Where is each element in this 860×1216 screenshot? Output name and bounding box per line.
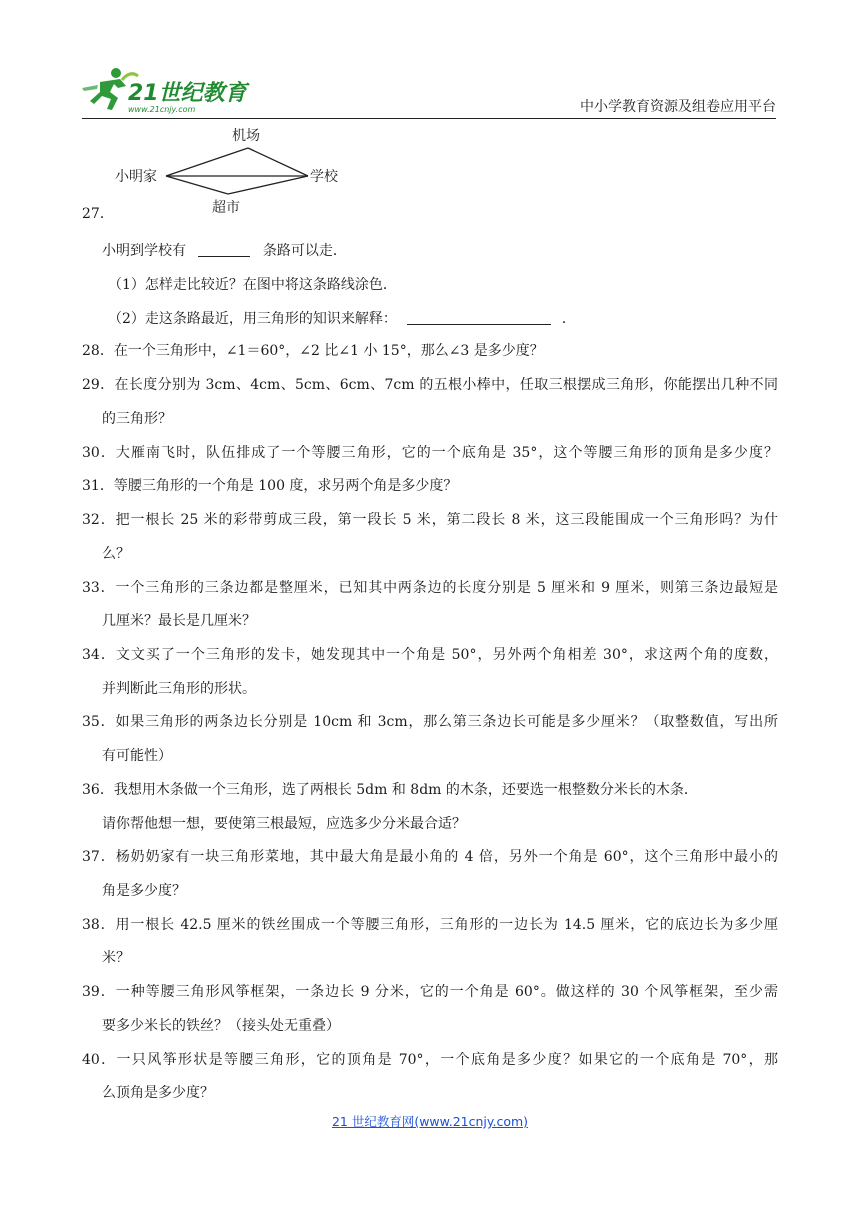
label-school: 学校 — [310, 169, 338, 185]
question-33-line-2: 几厘米？最长是几厘米？ — [102, 613, 256, 629]
question-39-line-1: 39．一种等腰三角形风筝框架，一条边长 9 分米，它的一个角是 60°。做这样的 30 个风筝框架，至少需 — [82, 984, 778, 1000]
question-27-number: 27． — [82, 206, 114, 222]
label-supermarket: 超市 — [212, 200, 240, 216]
q27-a-post: 条路可以走． — [262, 243, 347, 259]
label-home: 小明家 — [115, 169, 157, 185]
label-airport: 机场 — [232, 128, 260, 144]
question-38-line-1: 38．用一根长 42.5 厘米的铁丝围成一个等腰三角形，三角形的一边长为 14.5 厘米，它的底边长为多少厘 — [82, 917, 778, 933]
route-diagram — [108, 124, 358, 220]
question-29-line-2: 的三角形？ — [102, 411, 172, 427]
page-header — [82, 66, 776, 122]
header-divider — [82, 118, 776, 119]
question-29-line-1: 29．在长度分别为 3cm、4cm、5cm、6cm、7cm 的五根小棒中，任取三根摆成三角形，你能摆出几种不同 — [82, 377, 778, 393]
question-27-line-b: （1）怎样走比较近？在图中将这条路线涂色． — [108, 277, 397, 293]
question-36-line-2: 请你帮他想一想，要使第三根最短，应选多少分米最合适？ — [102, 816, 466, 832]
question-40-line-2: 么顶角是多少度？ — [102, 1085, 214, 1101]
answer-blank-explanation[interactable] — [407, 310, 551, 325]
question-32-line-1: 32．把一根长 25 米的彩带剪成三段，第一段长 5 米，第二段长 8 米，这三段能围成一个三角形吗？为什 — [82, 512, 778, 528]
route-line-home-airport — [166, 148, 248, 176]
question-39-line-2: 要多少米长的铁丝？（接头处无重叠） — [102, 1018, 340, 1034]
question-36-line-1: 36．我想用木条做一个三角形，选了两根长 5dm 和 8dm 的木条，还要选一根整数分米长的木条． — [82, 782, 698, 798]
question-27-line-a — [102, 242, 347, 260]
q27-c-pre: （2）走这条路最近，用三角形的知识来解释： — [108, 311, 397, 327]
svg-text:www.21cnjy.com: www.21cnjy.com — [128, 105, 196, 114]
route-line-airport-school — [248, 148, 308, 176]
q27-a-pre: 小明到学校有 — [102, 243, 186, 259]
footer-link[interactable]: 21 世纪教育网(www.21cnjy.com) — [331, 1114, 529, 1129]
platform-title: 中小学教育资源及组卷应用平台 — [580, 99, 776, 115]
svg-text:21世纪教育: 21世纪教育 — [128, 81, 247, 106]
question-30: 30．大雁南飞时，队伍排成了一个等腰三角形，它的一个底角是 35°，这个等腰三角形的顶角是多少度？ — [82, 445, 778, 461]
site-logo — [82, 66, 262, 116]
question-32-line-2: 么？ — [102, 546, 130, 562]
question-40-line-1: 40．一只风筝形状是等腰三角形，它的顶角是 70°，一个底角是多少度？如果它的一个底角是 70°，那 — [82, 1052, 778, 1068]
route-line-supermarket-school — [228, 176, 308, 194]
question-38-line-2: 米？ — [102, 950, 130, 966]
question-37-line-1: 37．杨奶奶家有一块三角形菜地，其中最大角是最小角的 4 倍，另外一个角是 60°，这个三角形中最小的 — [82, 849, 778, 865]
question-31: 31．等腰三角形的一个角是 100 度，求另两个角是多少度？ — [82, 478, 458, 494]
question-35-line-1: 35．如果三角形的两条边长分别是 10cm 和 3cm，那么第三条边长可能是多少厘米？（取整数值，写出所 — [82, 714, 778, 730]
route-line-home-supermarket — [166, 176, 228, 194]
answer-blank-route-count[interactable] — [198, 242, 250, 257]
question-33-line-1: 33．一个三角形的三条边都是整厘米，已知其中两条边的长度分别是 5 厘米和 9 厘米，则第三条边最短是 — [82, 580, 778, 596]
question-37-line-2: 角是多少度？ — [102, 883, 186, 899]
question-34-line-2: 并判断此三角形的形状。 — [102, 681, 256, 697]
question-27-line-c — [108, 310, 576, 328]
q27-c-post: ． — [561, 311, 576, 327]
question-35-line-2: 有可能性） — [102, 748, 172, 764]
question-28: 28．在一个三角形中，∠1＝60°，∠2 比∠1 小 15°，那么∠3 是多少度？ — [82, 343, 544, 359]
question-34-line-1: 34．文文买了一个三角形的发卡，她发现其中一个角是 50°，另外两个角相差 30°，求这两个角的度数， — [82, 647, 778, 663]
